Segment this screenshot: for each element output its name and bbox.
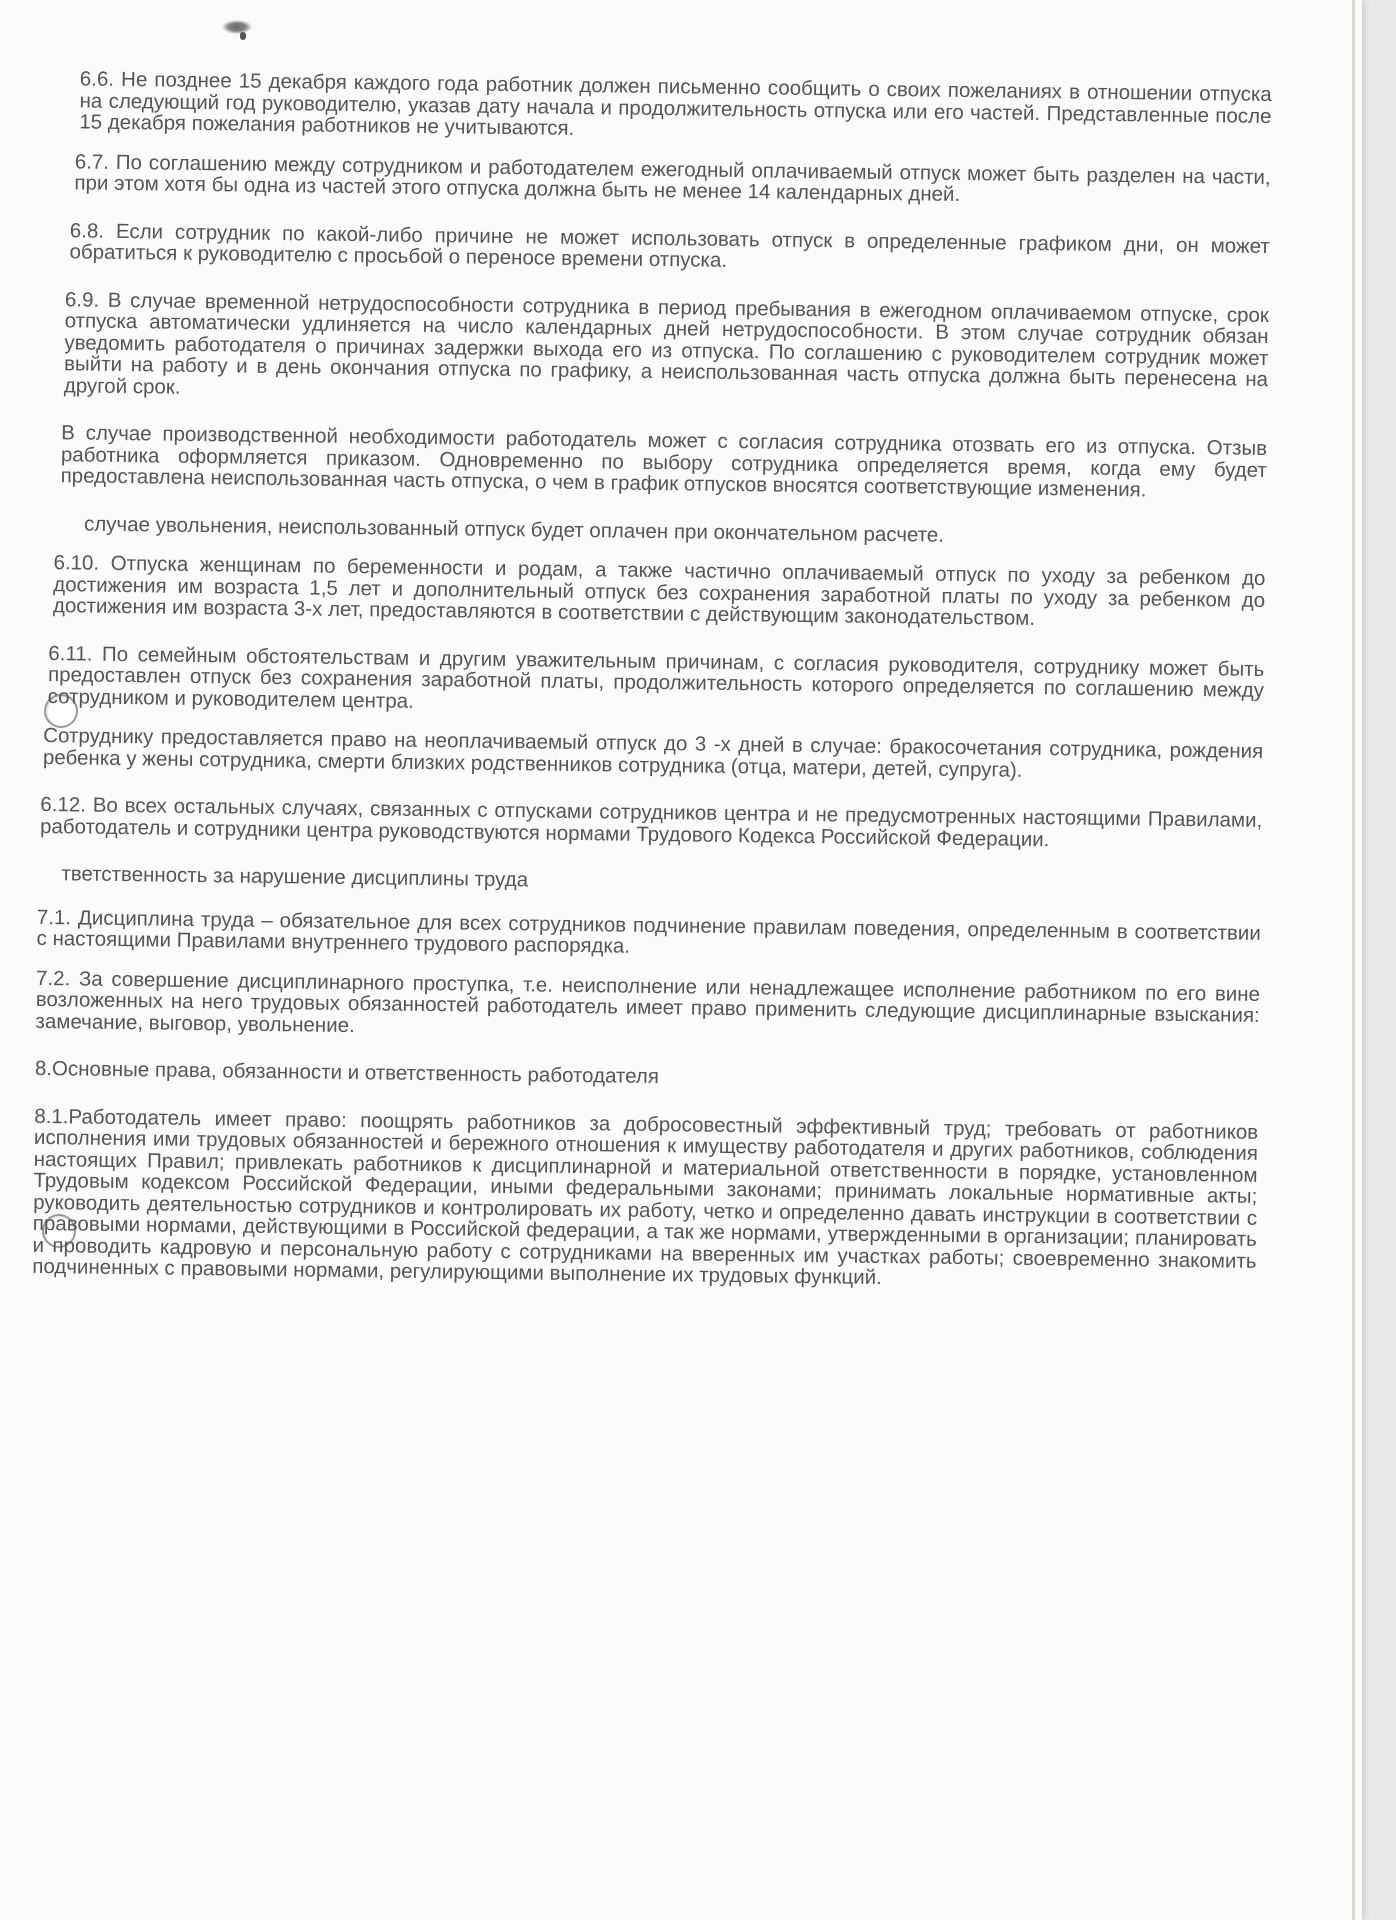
paragraph-6-9: 6.9. В случае временной нетрудоспособности сотрудника в период пребывания в ежегодном оплачиваемом отпуске, срок отпуска автоматически удлиняется на число календарных дней нетрудоспособности. В этом случае сотрудник обязан уведомить работодателя о причинах задержки выхода его из отпуска. По соглашению с руководителем сотрудник может выйти на работу и в день окончания отпуска по графику, а неиспользованная часть отпуска должна быть перенесена на другой срок. <box>63 287 1270 399</box>
document-body <box>32 68 1272 1311</box>
paragraph-6-11: 6.11. По семейным обстоятельствам и другим уважительным причинам, с согласия руководителя, сотруднику может быть предоставлен отпуск без сохранения заработной платы, продолжительность которого определяется по соглашению между сотрудником и руководителем центра. <box>47 641 1265 713</box>
paragraph-recall-from-vacation: В случае производственной необходимости работодатель может с согласия сотрудника отозвать его из отпуска. Отзыв работника оформляется приказом. Одновременно по выбору сотрудника определяется время, когда ему будет предоставлена неиспользованная часть отпуска, о чем в график отпусков вносятся соответствующие изменения. <box>60 421 1268 502</box>
paragraph-unpaid-leave: Сотруднику предоставляется право на неоплачиваемый отпуск до 3 -х дней в случае: бракосочетания сотрудника, рождения ребенка у жены сотрудника, смерти близких родственников сотрудника (отца, матери, детей, супруга). <box>42 723 1264 782</box>
ink-smudge <box>222 20 252 34</box>
page-edge <box>1352 0 1355 1920</box>
paragraph-6-7: 6.7. По соглашению между сотрудником и работодателем ежегодный оплачиваемый отпуск может быть разделен на части, при этом хотя бы одна из частей этого отпуска должна быть не менее 14 календарных дней. <box>74 149 1271 206</box>
paragraph-6-8: 6.8. Если сотрудник по какой-либо причине не может использовать отпуск в определенные графиком дни, он может обратиться к руководителю с просьбой о переносе времени отпуска. <box>69 218 1270 272</box>
ink-dot <box>240 32 246 40</box>
paragraph-6-10: 6.10. Отпуска женщинам по беременности и родам, а также частично оплачиваемый отпуск по уходу за ребенком до достижения им возраста 1,5 лет и дополнительный отпуск без сохранения заработной платы по уходу за ребенком до достижения им возраста 3-х лет, предоставляются в соответствии с действующим законодательством. <box>52 551 1266 630</box>
paragraph-7-1: 7.1. Дисциплина труда – обязательное для всех сотрудников подчинение правилам поведения, определенным в соответствии с настоящими Правилами внутреннего трудового распорядка. <box>36 905 1261 958</box>
paragraph-7-2: 7.2. За совершение дисциплинарного проступка, т.е. неисполнение или ненадлежащее исполнение работником по его вине возложенных на него трудовых обязанностей работодатель имеет право применить следующие дисциплинарные взыскания: замечание, выговор, увольнение. <box>35 966 1261 1037</box>
paragraph-6-12: 6.12. Во всех остальных случаях, связанных с отпусками сотрудников центра и не предусмотренных настоящими Правилами, работодатель и сотрудники центра руководствуются нормами Трудового Кодекса Российской Федерации. <box>39 792 1263 851</box>
paragraph-8-1: 8.1.Работодатель имеет право: поощрять работников за добросовестный эффективный труд; требовать от работников исполнения ими трудовых обязанностей и бережного отношения к имуществу работодателя и других работников, соблюдения настоящих Правил; привлекать работников к дисциплинарной и материальной ответственности в порядке, установленном Трудовым кодексом Российской Федерации, иными федеральными законами; принимать локальные нормативные акты; руководить деятельностью сотрудников и контролировать их работу, четко и определенно давать инструкции в соответствии с правовыми нормами, действующими в Российской федерации, а так же нормами, утвержденными в организации; планировать и проводить кадровую и персональную работу с сотрудниками на вверенных им участках работы; своевременно знакомить подчиненных с правовыми нормами, регулирующими выполнение их трудовых функций. <box>32 1104 1259 1290</box>
paragraph-dismissal: случае увольнения, неиспользованный отпуск будет оплачен при окончательном расчете. <box>83 512 945 547</box>
section-8-heading: 8.Основные права, обязанности и ответственность работодателя <box>34 1056 660 1089</box>
paragraph-6-6: 6.6. Не позднее 15 декабря каждого года работник должен письменно сообщить о своих пожеланиях в отношении отпуска на следующий год руководителю, указав дату начала и продолжительность отпуска или его частей. Представленные после 15 декабря пожелания работников не учитываются. <box>79 67 1272 140</box>
section-7-heading: тветственность за нарушение дисциплины труда <box>61 862 529 892</box>
